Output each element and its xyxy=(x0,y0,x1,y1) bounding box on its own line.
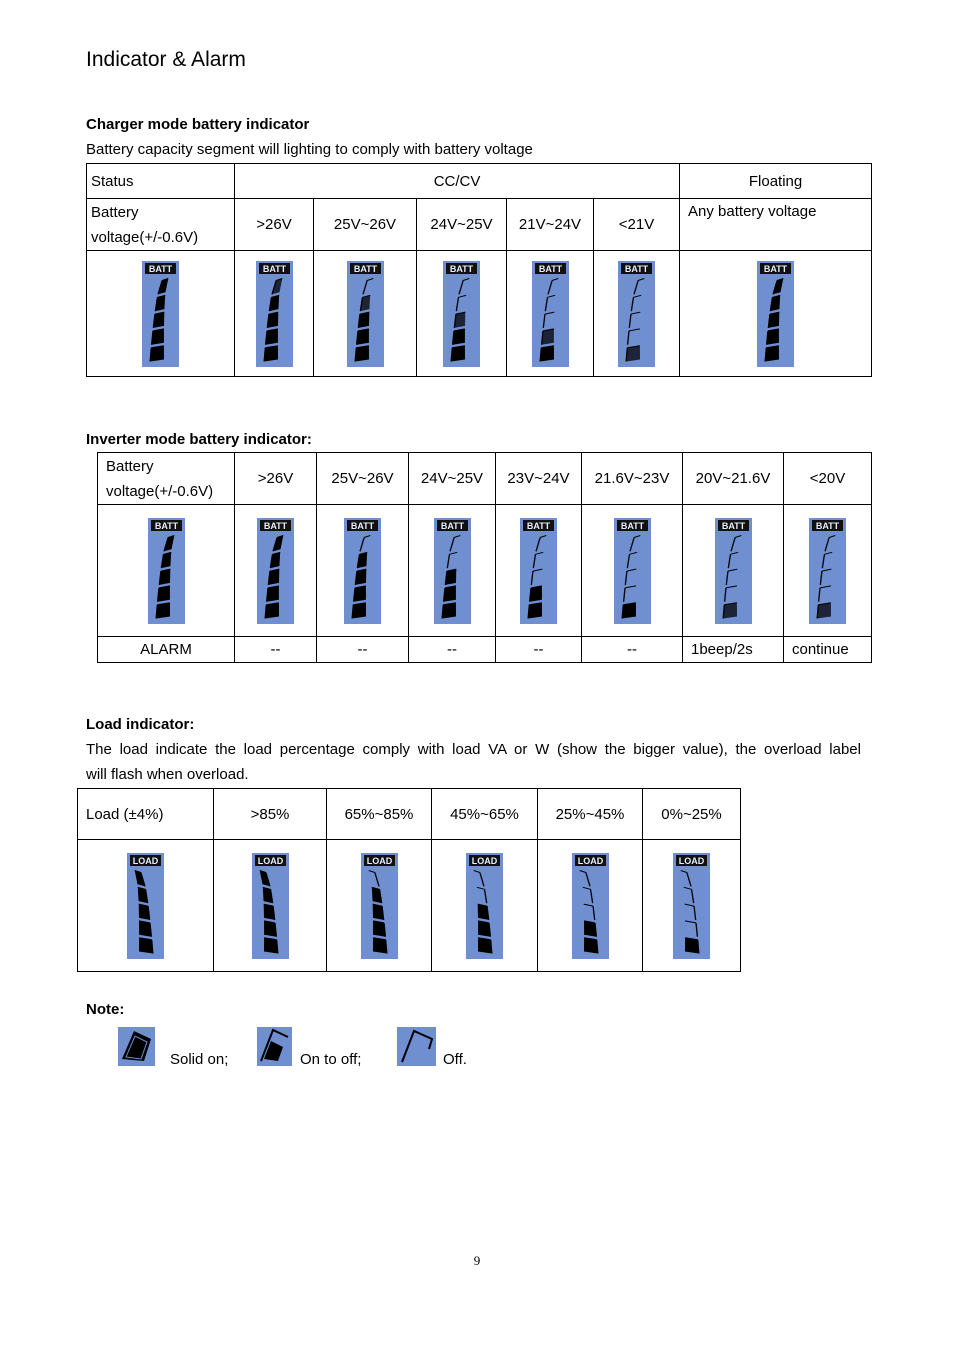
inverter-voltage-cell: <20V xyxy=(784,453,872,505)
inverter-voltage-cell: 21.6V~23V xyxy=(582,453,683,505)
inverter-voltage-cell: 24V~25V xyxy=(409,453,496,505)
load-range-cell: >85% xyxy=(214,789,327,840)
indicator-label: BATT xyxy=(262,263,286,274)
indicator-label: BATT xyxy=(353,263,377,274)
solid-on-icon xyxy=(118,1027,155,1066)
inverter-voltage-cell: 20V~21.6V xyxy=(683,453,784,505)
load-indicator-icon xyxy=(572,853,609,959)
indicator-label: LOAD xyxy=(366,855,392,866)
inverter-alarm-cell: -- xyxy=(409,637,496,663)
inverter-table xyxy=(97,452,872,663)
battery-indicator-icon xyxy=(715,518,752,624)
off-icon xyxy=(397,1027,436,1066)
load-table xyxy=(77,788,741,972)
indicator-label: LOAD xyxy=(471,855,498,866)
battery-indicator-icon xyxy=(344,518,381,624)
note-title: Note: xyxy=(86,1001,125,1018)
indicator-label: LOAD xyxy=(257,855,283,866)
page-title: Indicator & Alarm xyxy=(86,48,246,71)
inverter-voltage-cell: >26V xyxy=(235,453,317,505)
indicator-label: LOAD xyxy=(132,855,159,866)
note-off-label: Off. xyxy=(443,1051,467,1068)
charger-section-title: Charger mode battery indicator xyxy=(86,116,310,133)
load-indicator-icon xyxy=(673,853,710,959)
load-range-cell: 25%~45% xyxy=(538,789,643,840)
load-description-line2: will flash when overload. xyxy=(86,766,249,783)
battery-indicator-icon xyxy=(532,261,569,367)
inverter-alarm-cell: 1beep/2s xyxy=(683,637,784,663)
load-range-cell: 0%~25% xyxy=(643,789,741,840)
charger-voltage-cell: >26V xyxy=(235,199,314,251)
charger-ccv-label: CC/CV xyxy=(235,164,680,199)
battery-indicator-icon xyxy=(347,261,384,367)
charger-voltage-label: Battery voltage(+/-0.6V) xyxy=(87,199,235,251)
inverter-alarm-cell: -- xyxy=(317,637,409,663)
load-indicator-icon xyxy=(252,853,289,959)
battery-indicator-icon xyxy=(443,261,480,367)
load-description-line1: The load indicate the load percentage comply with load VA or W (show the bigger value), the overload label xyxy=(86,741,861,758)
load-indicator-icon xyxy=(361,853,398,959)
charger-voltage-cell: 25V~26V xyxy=(314,199,417,251)
indicator-label: BATT xyxy=(624,263,649,274)
battery-indicator-icon xyxy=(757,261,794,367)
page-number: 9 xyxy=(473,1253,481,1268)
indicator-label: LOAD xyxy=(577,855,603,866)
indicator-label: BATT xyxy=(721,520,745,531)
charger-table xyxy=(86,163,872,377)
charger-status-label: Status xyxy=(87,164,235,199)
battery-indicator-icon xyxy=(520,518,557,624)
battery-indicator-icon xyxy=(257,518,294,624)
inverter-voltage-cell: 25V~26V xyxy=(317,453,409,505)
charger-voltage-cell: 21V~24V xyxy=(507,199,594,251)
inverter-alarm-cell: -- xyxy=(582,637,683,663)
battery-indicator-icon xyxy=(434,518,471,624)
indicator-label: BATT xyxy=(440,520,464,531)
battery-indicator-icon xyxy=(618,261,655,367)
indicator-label: BATT xyxy=(620,520,644,531)
inverter-section-title: Inverter mode battery indicator: xyxy=(86,431,312,448)
inverter-voltage-label: Battery voltage(+/-0.6V) xyxy=(98,453,235,505)
indicator-label: BATT xyxy=(763,263,788,274)
load-indicator-icon xyxy=(466,853,503,959)
indicator-label: BATT xyxy=(526,520,551,531)
battery-indicator-icon xyxy=(142,261,179,367)
battery-indicator-icon xyxy=(256,261,293,367)
indicator-label: BATT xyxy=(263,520,288,531)
battery-indicator-icon xyxy=(148,518,185,624)
indicator-label: BATT xyxy=(350,520,375,531)
indicator-label: LOAD xyxy=(678,855,705,866)
note-solid-on-label: Solid on; xyxy=(170,1051,229,1068)
load-range-cell: 45%~65% xyxy=(432,789,538,840)
note-on-to-off-label: On to off; xyxy=(300,1051,362,1068)
battery-indicator-icon xyxy=(809,518,846,624)
indicator-label: BATT xyxy=(538,263,562,274)
charger-floating-voltage: Any battery voltage xyxy=(680,199,872,251)
inverter-alarm-cell: -- xyxy=(235,637,317,663)
inverter-alarm-label: ALARM xyxy=(98,637,235,663)
charger-floating-label: Floating xyxy=(680,164,872,199)
indicator-label: BATT xyxy=(449,263,474,274)
load-range-cell: 65%~85% xyxy=(327,789,432,840)
load-label: Load (±4%) xyxy=(78,789,214,840)
load-indicator-icon xyxy=(127,853,164,959)
inverter-voltage-cell: 23V~24V xyxy=(496,453,582,505)
charger-voltage-cell: 24V~25V xyxy=(417,199,507,251)
charger-voltage-cell: <21V xyxy=(594,199,680,251)
inverter-alarm-cell: -- xyxy=(496,637,582,663)
on-to-off-icon xyxy=(257,1027,292,1066)
charger-description: Battery capacity segment will lighting to comply with battery voltage xyxy=(86,141,533,158)
load-section-title: Load indicator: xyxy=(86,716,195,733)
inverter-alarm-cell: continue xyxy=(784,637,872,663)
indicator-label: BATT xyxy=(815,520,840,531)
battery-indicator-icon xyxy=(614,518,651,624)
indicator-label: BATT xyxy=(148,263,173,274)
indicator-label: BATT xyxy=(154,520,178,531)
